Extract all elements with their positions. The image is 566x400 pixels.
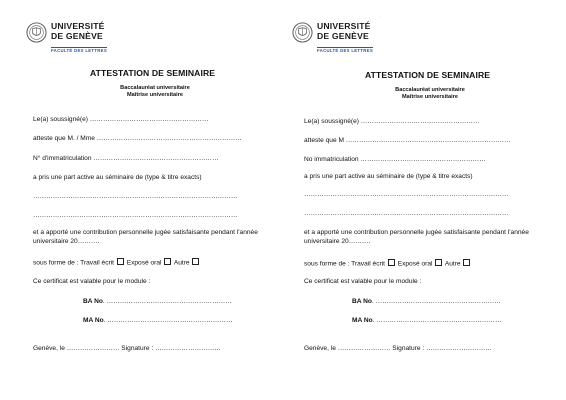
seminar-line: a pris une part active au séminaire de (type & titre exacts) (304, 173, 473, 180)
signature-line: Genève, le …………………… Signature : ………………………… (33, 345, 221, 352)
attests-line: atteste que M ………………………………………………………………… (304, 137, 511, 144)
ma-label: MA No (83, 317, 104, 324)
ba-module-line (352, 298, 501, 305)
attests-line: atteste que M. / Mme ………………………………………………………… (33, 135, 242, 142)
logo-line-2: DE GENÈVE (317, 30, 369, 41)
other-checkbox[interactable] (463, 259, 470, 266)
document-subtitle (95, 85, 215, 99)
form-prefix: sous forme de : Travail écrit (304, 260, 385, 268)
other-checkbox[interactable] (192, 258, 199, 265)
subtitle-bachelor: Baccalauréat universitaire (120, 85, 190, 91)
ma-module-line (83, 317, 233, 324)
matriculation-line: N° d'immatriculation ………………………………………………… (33, 155, 219, 162)
undersigned-line: Le(a) soussigné(e) ……………………………………………… (304, 118, 480, 125)
logo-faculty: FACULTÉ DES LETTRES (51, 48, 107, 54)
ma-dots: . ………………………………………………… (103, 317, 233, 324)
blank-line-1: ………………………………………………………………………………… (33, 193, 238, 200)
ba-dots: . ………………………………………………… (102, 298, 232, 305)
document-subtitle (370, 87, 490, 101)
ma-label: MA No (352, 317, 373, 324)
seminar-line: a pris une part active au séminaire de (type & titre exacts) (33, 174, 202, 181)
signature-line: Genève, le …………………… Signature : ………………………… (304, 345, 492, 352)
subtitle-master: Maîtrise universitaire (402, 94, 458, 100)
form-prefix: sous forme de : Travail écrit (33, 259, 114, 267)
written-work-checkbox[interactable] (117, 258, 124, 265)
oral-checkbox[interactable] (164, 258, 171, 265)
university-seal-icon (26, 22, 47, 43)
blank-line-2: ………………………………………………………………………………… (33, 212, 238, 219)
logo-line-1: UNIVERSITÉ (317, 21, 371, 31)
ba-module-line (83, 298, 232, 305)
oral-label: Exposé oral (397, 260, 433, 268)
form-line (304, 259, 471, 268)
contribution-text: et a apporté une contribution personnelle jugée satisfaisante pendant l'année universitaire 20………. (33, 229, 258, 245)
ba-label: BA No (352, 298, 372, 305)
university-seal-icon (292, 22, 313, 43)
logo-line-1: UNIVERSITÉ (51, 21, 105, 31)
document-title: ATTESTATION DE SEMINAIRE (90, 68, 216, 78)
form-line (33, 258, 200, 267)
attestation-right (283, 0, 566, 400)
blank-line-2: ………………………………………………………………………………… (304, 210, 509, 217)
blank-line-1: ………………………………………………………………………………… (304, 191, 509, 198)
oral-label: Exposé oral (126, 259, 162, 267)
logo-line-2: DE GENÈVE (51, 30, 103, 41)
ma-module-line (352, 317, 502, 324)
subtitle-master: Maîtrise universitaire (127, 92, 183, 98)
validity-line: Ce certificat est valable pour le module : (33, 278, 151, 285)
subtitle-bachelor: Baccalauréat universitaire (395, 87, 465, 93)
university-logo (292, 22, 373, 56)
validity-line: Ce certificat est valable pour le module : (304, 278, 422, 285)
other-label: Autre (173, 259, 190, 267)
university-logo (26, 22, 107, 56)
logo-faculty: FACULTÉ DES LETTRES (317, 48, 373, 54)
other-label: Autre (444, 260, 461, 268)
written-work-checkbox[interactable] (388, 259, 395, 266)
document-title: ATTESTATION DE SEMINAIRE (365, 70, 491, 80)
contribution-text: et a apporté une contribution personnelle jugée satisfaisante pendant l'année universitaire 20………. (304, 229, 529, 245)
ba-dots: . ………………………………………………… (371, 298, 501, 305)
matriculation-line: No immatriculation ………………………………………………… (304, 156, 486, 163)
ma-dots: . ………………………………………………… (372, 317, 502, 324)
undersigned-line: Le(a) soussigné(e) ……………………………………………… (33, 116, 209, 123)
ba-label: BA No (83, 298, 103, 305)
scan-mark: · (380, 14, 382, 19)
oral-checkbox[interactable] (435, 259, 442, 266)
